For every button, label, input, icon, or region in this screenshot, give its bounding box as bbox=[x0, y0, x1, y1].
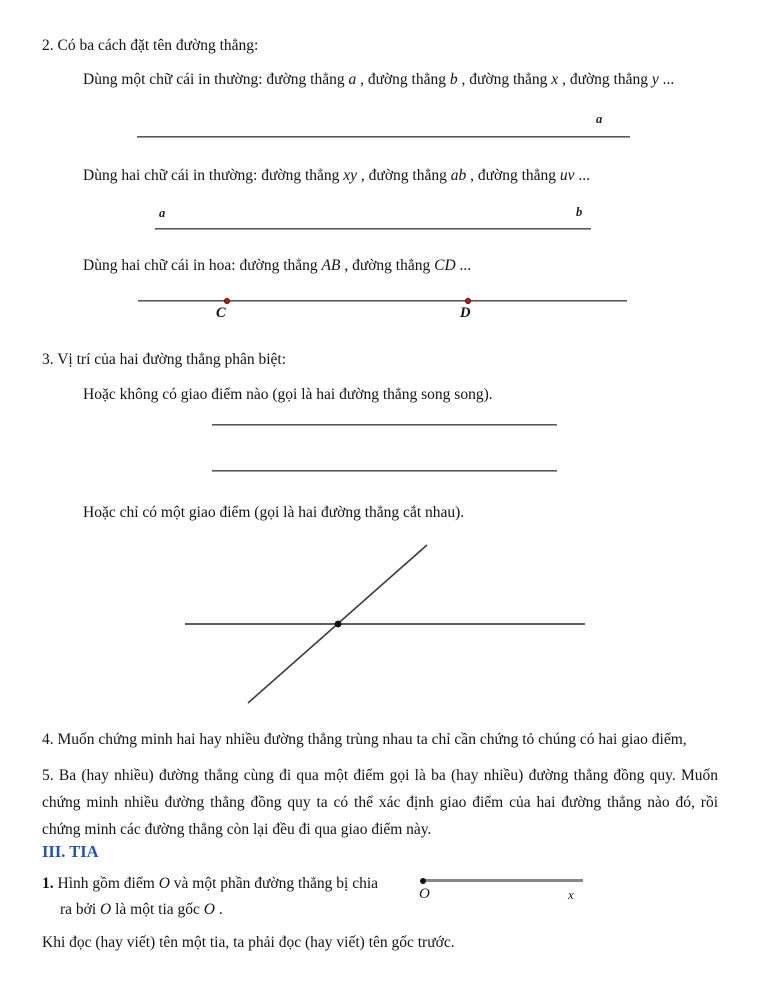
parallel-line-top bbox=[212, 424, 557, 426]
intersect-case-text: Hoặc chỉ có một giao điểm (gọi là hai đường thẳng cắt nhau). bbox=[83, 504, 465, 521]
item-3-heading bbox=[42, 350, 286, 369]
naming-method-uppercase: Dùng hai chữ cái in hoa: đường thẳng AB , đường thẳng CD ... bbox=[83, 257, 472, 274]
intersecting-lines-diagram bbox=[180, 535, 600, 715]
line-a-diagram bbox=[137, 136, 630, 138]
ray-ox-line bbox=[424, 879, 583, 882]
item-4-text: 4. Muốn chứng minh hai hay nhiều đường thẳng trùng nhau ta chỉ cần chứng tỏ chúng có hai giao điểm, bbox=[42, 731, 687, 748]
ray-origin-label: O bbox=[419, 886, 430, 902]
point-c-dot bbox=[224, 298, 230, 304]
ray-origin-dot bbox=[420, 878, 426, 884]
parallel-line-bottom bbox=[212, 470, 557, 472]
point-d-dot bbox=[465, 298, 471, 304]
line-a-label: a bbox=[596, 112, 603, 126]
intersection-point-dot bbox=[335, 621, 342, 628]
tia-item-1-line-1: 1. Hình gồm điểm O và một phần đường thẳng bị chia bbox=[42, 875, 379, 892]
point-c-label: C bbox=[216, 305, 226, 321]
point-d-label: D bbox=[460, 305, 471, 321]
item-2-heading-text: 2. Có ba cách đặt tên đường thẳng: bbox=[42, 37, 259, 54]
tia-item-1-line-2: ra bởi O là một tia gốc O . bbox=[60, 901, 223, 918]
ray-direction-label: x bbox=[568, 887, 574, 902]
tia-note-text: Khi đọc (hay viết) tên một tia, ta phải đọc (hay viết) tên gốc trước. bbox=[42, 934, 455, 951]
naming-method-single-lowercase: Dùng một chữ cái in thường: đường thẳng a , đường thẳng b , đường thẳng x , đường thẳng y ... bbox=[83, 71, 675, 88]
line-ab-label-a: a bbox=[159, 206, 166, 220]
section-3-heading: III. TIA bbox=[42, 842, 99, 861]
naming-method-two-lowercase: Dùng hai chữ cái in thường: đường thẳng xy , đường thẳng ab , đường thẳng uv ... bbox=[83, 167, 591, 184]
parallel-case-text: Hoặc không có giao điểm nào (gọi là hai đường thẳng song song). bbox=[83, 386, 493, 403]
tia-item-1-number: 1. bbox=[42, 875, 58, 892]
line-cd-diagram bbox=[138, 300, 627, 302]
line-ab-label-b: b bbox=[576, 205, 583, 219]
item-5-text: 5. Ba (hay nhiều) đường thẳng cùng đi qua một điểm gọi là ba (hay nhiều) đường thẳng đồng quy. Muốn chứng minh nhiều đường thẳng đồng quy ta có thể xác định giao điểm của hai đường thẳng nào đó, rồi chứng minh các đường thẳng còn lại đều đi qua giao điểm này. bbox=[42, 767, 718, 838]
item-3-heading-text: 3. Vị trí của hai đường thẳng phân biệt: bbox=[42, 351, 287, 368]
line-ab-diagram bbox=[155, 228, 591, 230]
item-2-heading bbox=[42, 36, 258, 55]
